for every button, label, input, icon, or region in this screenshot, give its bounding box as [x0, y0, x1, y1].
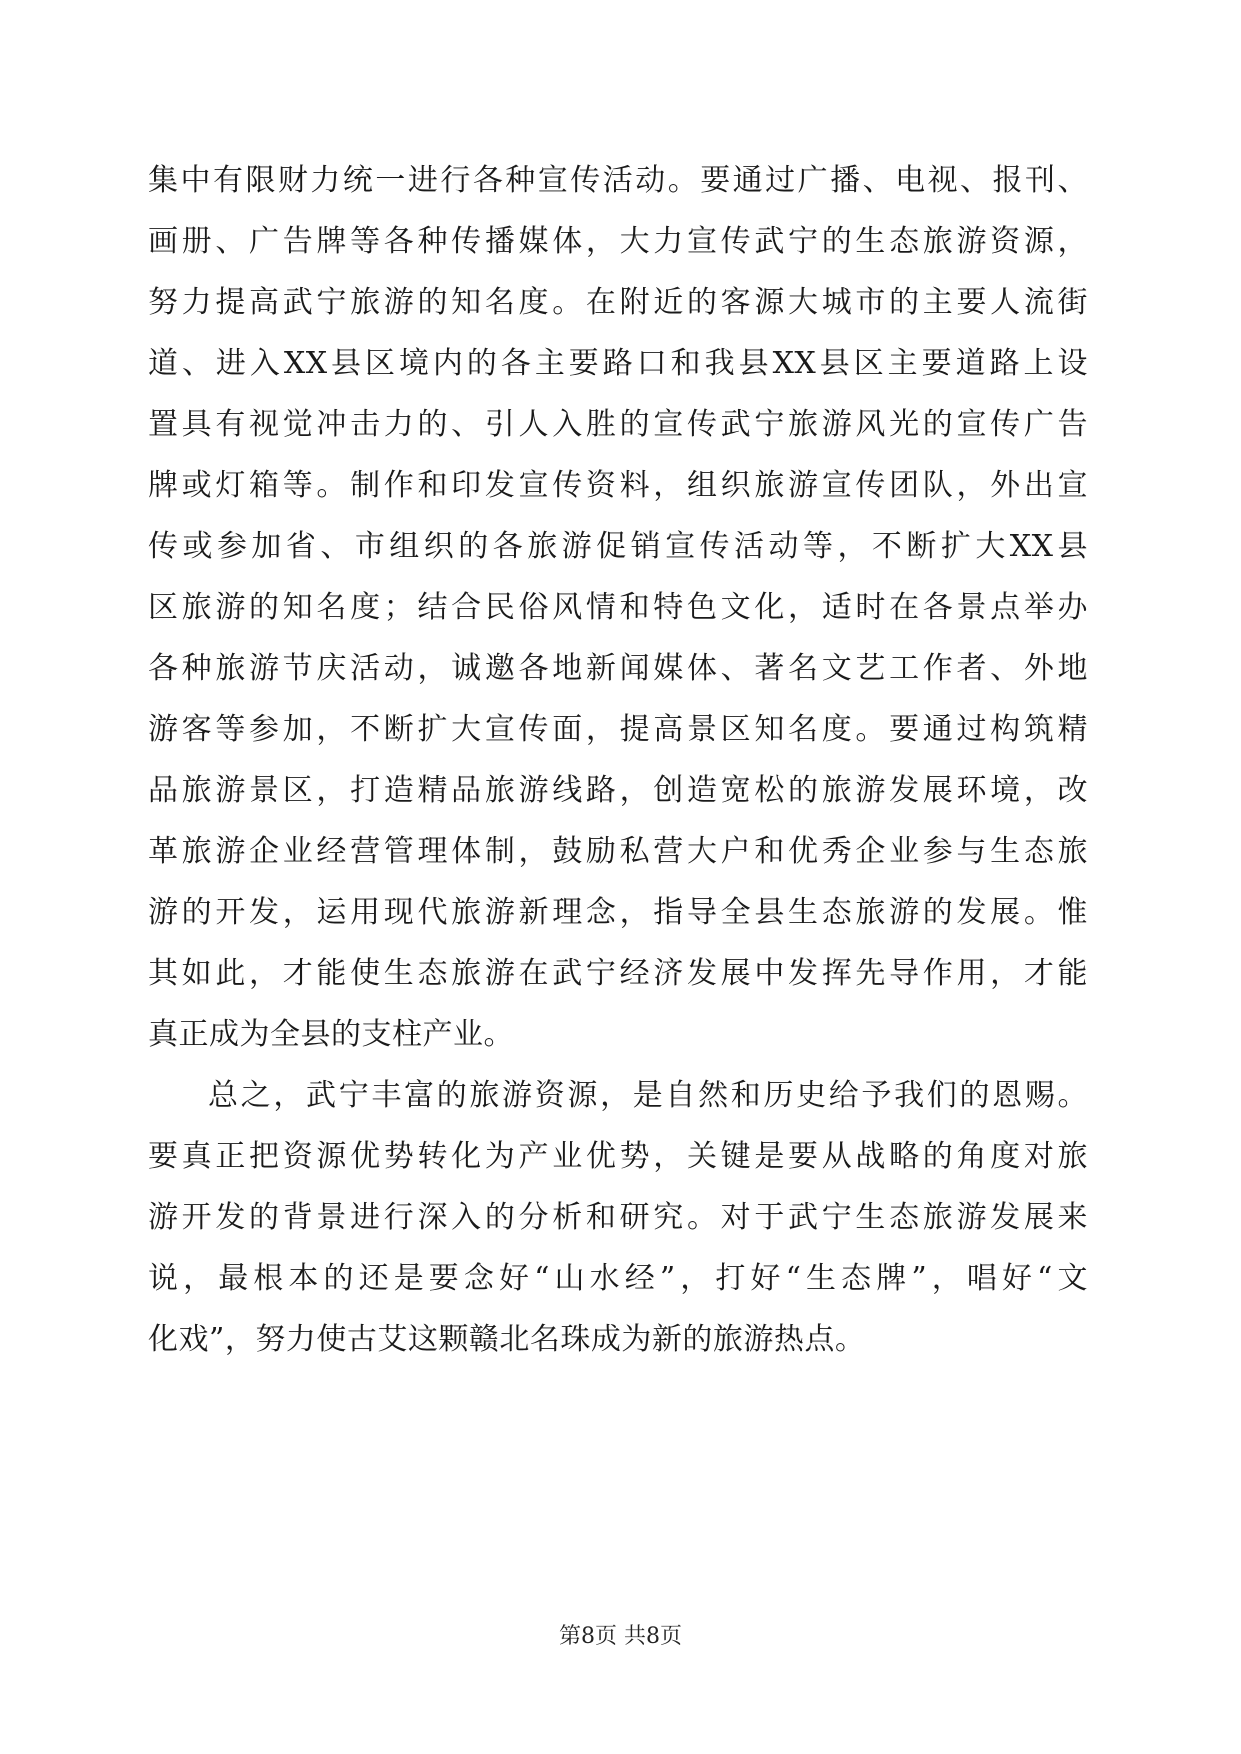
paragraph-2 — [148, 1065, 1088, 1370]
text-line: 说，最根本的还是要念好“山水经”，打好“生态牌”，唱好“文 — [148, 1261, 1088, 1296]
text-line: 集中有限财力统一进行各种宣传活动。要通过广播、电视、报刊、 — [148, 163, 1088, 198]
text-line: 区旅游的知名度；结合民俗风情和特色文化，适时在各景点举办 — [148, 590, 1088, 625]
text-line: 画册、广告牌等各种传播媒体，大力宣传武宁的生态旅游资源， — [148, 224, 1088, 259]
text-line: 真正成为全县的支柱产业。 — [148, 1017, 514, 1052]
text-line: 置具有视觉冲击力的、引人入胜的宣传武宁旅游风光的宣传广告 — [148, 407, 1088, 442]
text-line: 总之，武宁丰富的旅游资源，是自然和历史给予我们的恩赐。 — [208, 1078, 1088, 1113]
text-line: 游开发的背景进行深入的分析和研究。对于武宁生态旅游发展来 — [148, 1200, 1088, 1235]
page-number-footer: 第8页 共8页 — [559, 1624, 682, 1649]
text-line: 革旅游企业经营管理体制，鼓励私营大户和优秀企业参与生态旅 — [148, 834, 1088, 869]
text-line: 化戏”，努力使古艾这颗赣北名珠成为新的旅游热点。 — [148, 1322, 866, 1357]
text-line: 各种旅游节庆活动，诚邀各地新闻媒体、著名文艺工作者、外地 — [148, 651, 1088, 686]
text-line: 其如此，才能使生态旅游在武宁经济发展中发挥先导作用，才能 — [148, 956, 1088, 991]
text-line: 传或参加省、市组织的各旅游促销宣传活动等，不断扩大XX县 — [148, 529, 1088, 564]
text-line: 要真正把资源优势转化为产业优势，关键是要从战略的角度对旅 — [148, 1139, 1088, 1174]
text-line: 品旅游景区，打造精品旅游线路，创造宽松的旅游发展环境，改 — [148, 773, 1088, 808]
document-body — [148, 150, 1088, 1370]
text-line: 努力提高武宁旅游的知名度。在附近的客源大城市的主要人流街 — [148, 285, 1088, 320]
text-line: 游的开发，运用现代旅游新理念，指导全县生态旅游的发展。惟 — [148, 895, 1088, 930]
text-line: 道、进入XX县区境内的各主要路口和我县XX县区主要道路上设 — [148, 346, 1088, 381]
text-line: 牌或灯箱等。制作和印发宣传资料，组织旅游宣传团队，外出宣 — [148, 468, 1088, 503]
paragraph-1 — [148, 150, 1088, 1065]
text-line: 游客等参加，不断扩大宣传面，提高景区知名度。要通过构筑精 — [148, 712, 1088, 747]
